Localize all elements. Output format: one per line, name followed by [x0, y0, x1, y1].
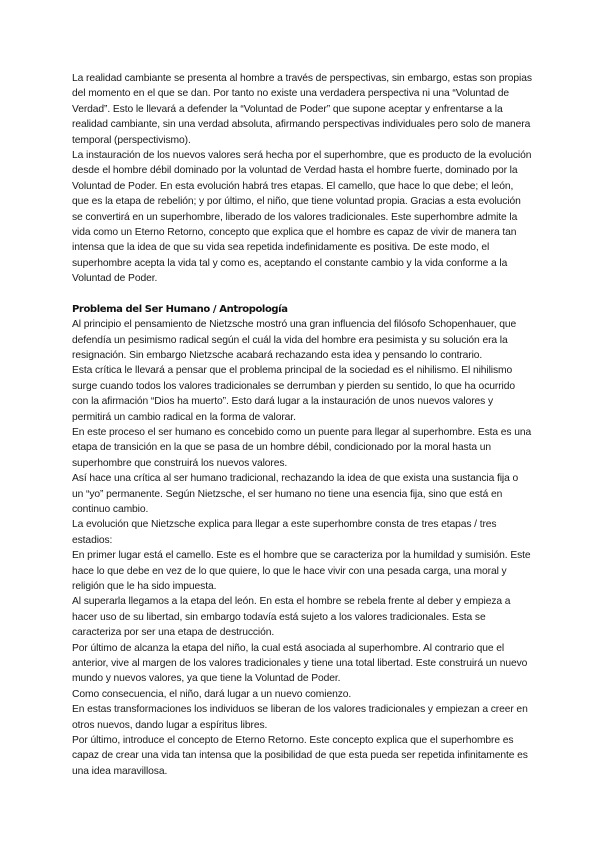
section-paragraph-9: Como consecuencia, el niño, dará lugar a un nuevo comienzo.: [72, 688, 352, 700]
intro-paragraph-1: La realidad cambiante se presenta al hombre a través de perspectivas, sin embargo, estas son propias del momento en el que se dan. Por tanto no existe una verdadera perspectiva ni una “Voluntad de Verdad”. Esto le llevará a defender la “Voluntad de Poder” que supone aceptar y enfrentarse a la realidad cambiante, sin una verdad absoluta, afirmando perspectivas individuales pero solo de manera temporal (perspectivismo).: [72, 73, 532, 146]
section-paragraph-8: Por último de alcanza la etapa del niño, la cual está asociada al superhombre. Al contrario que el anterior, vive al margen de los valores tradicionales y tiene una total libertad. Este construirá un nuevo mundo y nuevos valores, ya que tiene la Voluntad de Poder.: [72, 642, 528, 685]
section-paragraph-3: En este proceso el ser humano es concebido como un puente para llegar al superhombre. Esta es una etapa de transición en la que se pasa de un hombre débil, condicionado por la moral hasta un superhombre que construirá los nuevos valores.: [72, 426, 532, 469]
section-paragraph-7: Al superarla llegamos a la etapa del león. En esta el hombre se rebela frente al deber y empieza a hacer uso de su libertad, sin embargo todavía está sujeto a los valores tradicionales. Esta se caracteriza por ser una etapa de destrucción.: [72, 596, 511, 639]
section-paragraph-4: Así hace una crítica al ser humano tradicional, rechazando la idea de que exista una sustancia fija o un “yo” permanente. Según Nietzsche, el ser humano no tiene una esencia fija, sino que está en continuo cambio.: [72, 473, 519, 515]
section-paragraph-1: Al principio el pensamiento de Nietzsche mostró una gran influencia del filósofo Schopenhauer, que defendía un pesimismo radical según el cuál la vida del hombre era pesimista y su solución era la resignación. Sin embargo Nietzsche acabará rechazando esta idea y pensando lo contrario.: [72, 319, 517, 361]
section-paragraph-6: En primer lugar está el camello. Este es el hombre que se caracteriza por la humildad y sumisión. Este hace lo que debe en vez de lo que quiere, lo que le hace vivir con una pesada carga, una moral y religión que le ha sido impuesta.: [72, 550, 531, 592]
document-body: [72, 71, 532, 779]
section-paragraph-10: En estas transformaciones los individuos se liberan de los valores tradicionales y empiezan a creer en otros nuevos, dando lugar a espíritus libres.: [72, 704, 528, 731]
intro-paragraph-2: La instauración de los nuevos valores será hecha por el superhombre, que es producto de la evolución desde el hombre débil dominado por la voluntad de Verdad hasta el hombre fuerte, dominado por la Voluntad de Poder. En esta evolución habrá tres etapas. El camello, que hace lo que debe; el león, que es la etapa de rebelión; y por último, el niño, que tiene voluntad propia. Gracias a esta evolución se convertirá en un superhombre, liberado de los valores tradicionales. Este superhombre admite la vida como un Eterno Retorno, concepto que explica que el hombre es capaz de vivir de manera tan intensa que la idea de que su vida sea repetida indefinidamente es positiva. De este modo, el superhombre acepta la vida tal y como es, aceptando el constante cambio y la vida conforme a la Voluntad de Poder.: [72, 150, 532, 285]
section-heading: Problema del Ser Humano / Antropología: [72, 303, 288, 315]
section-paragraph-11: Por último, introduce el concepto de Eterno Retorno. Este concepto explica que el superhombre es capaz de crear una vida tan intensa que la posibilidad de que esta pueda ser repetida infinitamente es una idea maravillosa.: [72, 735, 528, 777]
section-paragraph-5: La evolución que Nietzsche explica para llegar a este superhombre consta de tres etapas / tres estadios:: [72, 519, 497, 546]
section-paragraph-2: Esta crítica le llevará a pensar que el problema principal de la sociedad es el nihilismo. El nihilismo surge cuando todos los valores tradicionales se derrumban y pierden su sentido, lo que ha ocurrido con la afirmación “Dios ha muerto”. Esto dará lugar a la instauración de unos nuevos valores y permitirá un cambio radical en la forma de valorar.: [72, 365, 515, 423]
